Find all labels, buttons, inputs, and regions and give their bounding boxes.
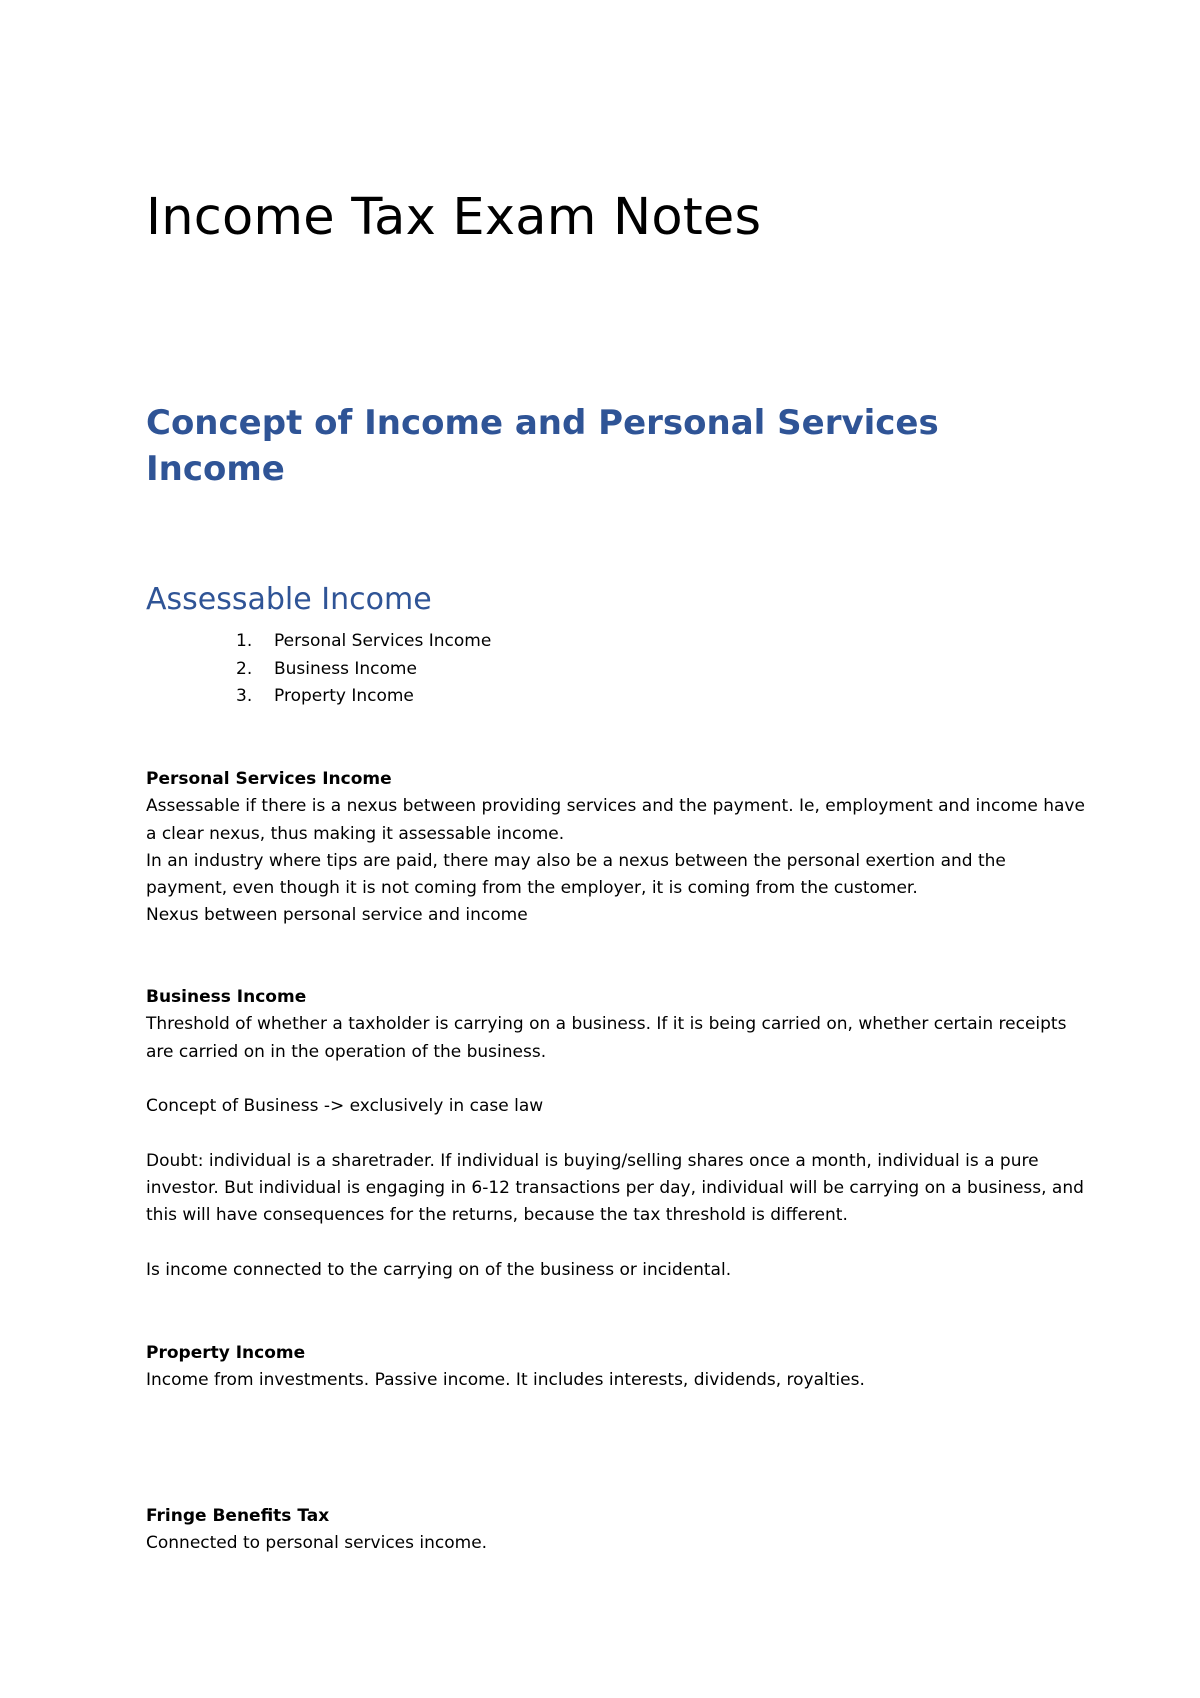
list-item <box>146 628 491 656</box>
personal-services-heading: Personal Services Income <box>146 769 392 789</box>
paragraph: Is income connected to the carrying on of the business or incidental. <box>146 1259 732 1280</box>
list-item-number: 1. <box>236 631 253 651</box>
property-income-section <box>146 1340 1086 1395</box>
paragraph: Doubt: individual is a sharetrader. If individual is buying/selling shares once a month, individual is a pure investor. But individual is engaging in 6-12 transactions per day, individual will be carrying on a business, and this will have consequences for the returns, because the tax threshold is different. <box>146 1150 1084 1226</box>
list-item-label: Business Income <box>274 658 417 679</box>
personal-services-section <box>146 766 1086 930</box>
paragraph: Income from investments. Passive income. It includes interests, dividends, royalties. <box>146 1370 865 1391</box>
list-item-label: Property Income <box>274 686 414 706</box>
paragraph: Connected to personal services income. <box>146 1533 488 1554</box>
paragraph: Threshold of whether a taxholder is carrying on a business. If it is being carried on, whether certain receipts are carried on in the operation of the business. <box>146 1014 1067 1062</box>
fringe-benefits-section <box>146 1503 1086 1558</box>
document-title: Income Tax Exam Notes <box>146 188 762 247</box>
list-item-number: 2. <box>236 658 253 679</box>
list-item <box>146 683 491 711</box>
section-heading-concept-of-income: Concept of Income and Personal Services Income <box>146 403 939 489</box>
subsection-heading-assessable-income: Assessable Income <box>146 582 432 617</box>
paragraph: Nexus between personal service and income <box>146 905 528 926</box>
paragraph: Concept of Business -> exclusively in case law <box>146 1096 544 1117</box>
list-item-number: 3. <box>236 686 253 706</box>
property-income-heading: Property Income <box>146 1343 306 1363</box>
business-income-section <box>146 984 1086 1284</box>
business-income-heading: Business Income <box>146 987 307 1007</box>
income-types-list <box>146 628 491 711</box>
fringe-benefits-heading: Fringe Benefits Tax <box>146 1506 330 1526</box>
paragraph: In an industry where tips are paid, there may also be a nexus between the personal exertion and the payment, even though it is not coming from the employer, it is coming from the customer. <box>146 850 1006 899</box>
list-item-label: Personal Services Income <box>274 631 492 651</box>
paragraph: Assessable if there is a nexus between providing services and the payment. Ie, employment and income have a clear nexus, thus making it assessable income. <box>146 796 1085 844</box>
list-item <box>146 656 491 684</box>
